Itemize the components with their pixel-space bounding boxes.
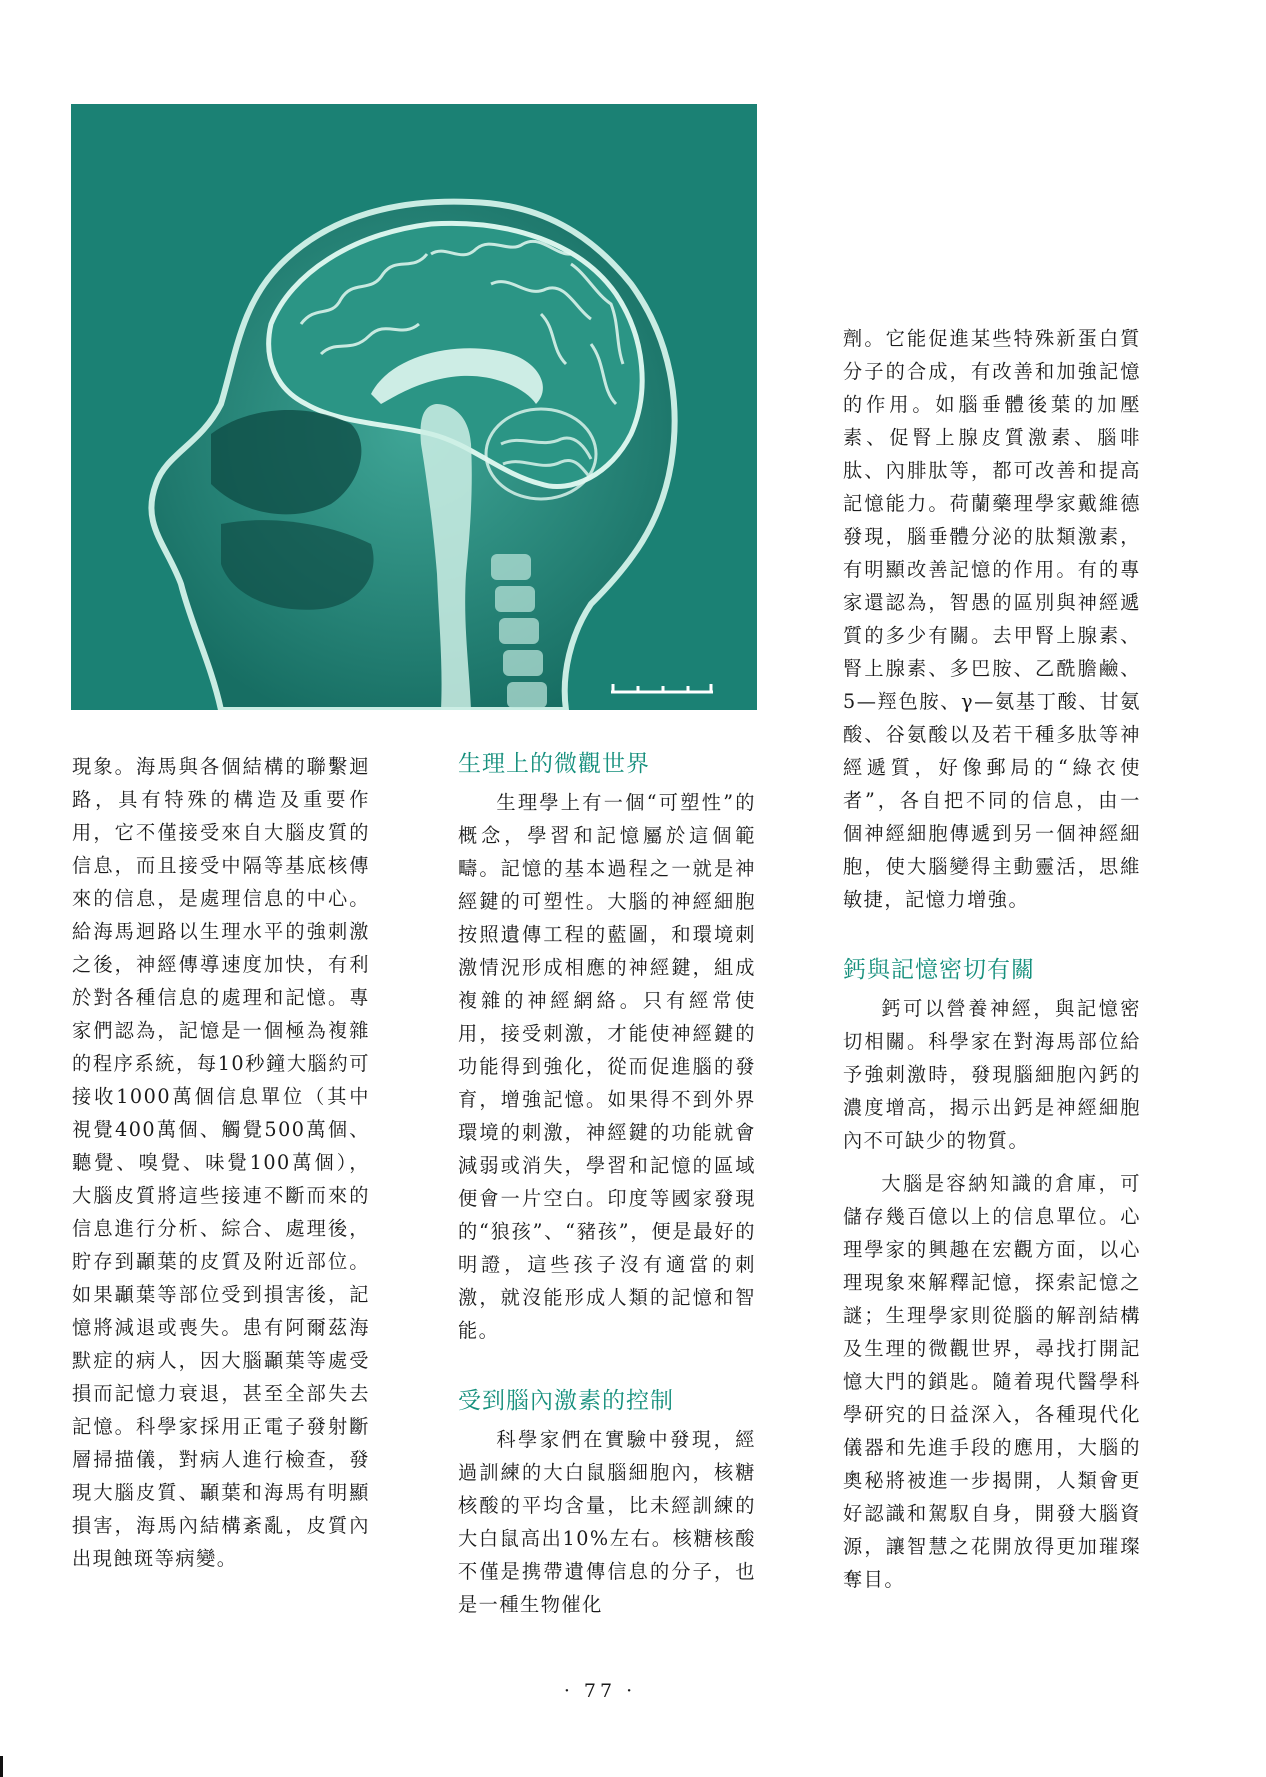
paragraph: 現象。海馬與各個結構的聯繫迴路，具有特殊的構造及重要作用，它不僅接受來自大腦皮質的信息，而且接受中隔等基底核傳來的信息，是處理信息的中心。給海馬迴路以生理水平的強刺激之後，神經傳導速度加快，有利於對各種信息的處理和記憶。專家們認為，記憶是一個極為複雜的程序系統，每10秒鐘大腦約可接收1000萬個信息單位（其中視覺400萬個、觸覺500萬個、聽覺、嗅覺、味覺100萬個），大腦皮質將這些接連不斷而來的信息進行分析、綜合、處理後，貯存到顳葉的皮質及附近部位。如果顳葉等部位受到損害後，記憶將減退或喪失。患有阿爾茲海默症的病人，因大腦顳葉等處受損而記憶力衰退，甚至全部失去記憶。科學家採用正電子發射斷層掃描儀，對病人進行檢查，發現大腦皮質、顳葉和海馬有明顯損害，海馬內結構紊亂，皮質內出現蝕斑等病變。 (72, 755, 370, 1570)
paragraph: 生理學上有一個“可塑性”的概念，學習和記憶屬於這個範疇。記憶的基本過程之一就是神經鍵的可塑性。大腦的神經細胞按照遺傳工程的藍圖，和環境刺激情況形成相應的神經鍵，組成複雜的神經網絡。只有經常使用，接受刺激，才能使神經鍵的功能得到強化，從而促進腦的發育，增強記憶。如果得不到外界環境的刺激，神經鍵的功能就會減弱或消失，學習和記憶的區域便會一片空白。印度等國家發現的“狼孩”、“豬孩”，便是最好的明證，這些孩子沒有適當的刺激，就沒能形成人類的記憶和智能。 (458, 791, 756, 1342)
page-number: · 77 · (563, 1680, 637, 1702)
left-column (72, 750, 370, 1575)
mri-brain-image (71, 104, 757, 710)
middle-column (458, 746, 756, 1621)
section-heading: 受到腦內激素的控制 (458, 1388, 674, 1414)
section-heading: 生理上的微觀世界 (458, 751, 650, 777)
mri-illustration (71, 104, 757, 710)
right-column (843, 322, 1141, 1596)
margin-mark (0, 1756, 3, 1777)
paragraph: 劑。它能促進某些特殊新蛋白質分子的合成，有改善和加強記憶的作用。如腦垂體後葉的加壓素、促腎上腺皮質激素、腦啡肽、內腓肽等，都可改善和提高記憶能力。荷蘭藥理學家戴維德發現，腦垂體分泌的肽類激素，有明顯改善記憶的作用。有的專家還認為，智愚的區別與神經遞質的多少有關。去甲腎上腺素、腎上腺素、多巴胺、乙酰膽鹼、5—羥色胺、γ—氨基丁酸、甘氨酸、谷氨酸以及若干種多肽等神經遞質，好像郵局的“綠衣使者”，各自把不同的信息，由一個神經細胞傳遞到另一個神經細胞，使大腦變得主動靈活，思維敏捷，記憶力增強。 (843, 327, 1141, 911)
section-heading: 鈣與記憶密切有關 (843, 957, 1035, 983)
paragraph: 大腦是容納知識的倉庫，可儲存幾百億以上的信息單位。心理學家的興趣在宏觀方面，以心理現象來解釋記憶，探索記憶之謎；生理學家則從腦的解剖結構及生理的微觀世界，尋找打開記憶大門的鎖匙。隨着現代醫學科學研究的日益深入，各種現代化儀器和先進手段的應用，大腦的奧秘將被進一步揭開，人類會更好認識和駕馭自身，開發大腦資源，讓智慧之花開放得更加璀璨奪目。 (843, 1172, 1141, 1591)
paragraph: 科學家們在實驗中發現，經過訓練的大白鼠腦細胞內，核糖核酸的平均含量，比未經訓練的大白鼠高出10%左右。核糖核酸不僅是携帶遺傳信息的分子，也是一種生物催化 (458, 1428, 756, 1616)
paragraph: 鈣可以營養神經，與記憶密切相關。科學家在對海馬部位給予強刺激時，發現腦細胞內鈣的濃度增高，揭示出鈣是神經細胞內不可缺少的物質。 (843, 997, 1141, 1152)
